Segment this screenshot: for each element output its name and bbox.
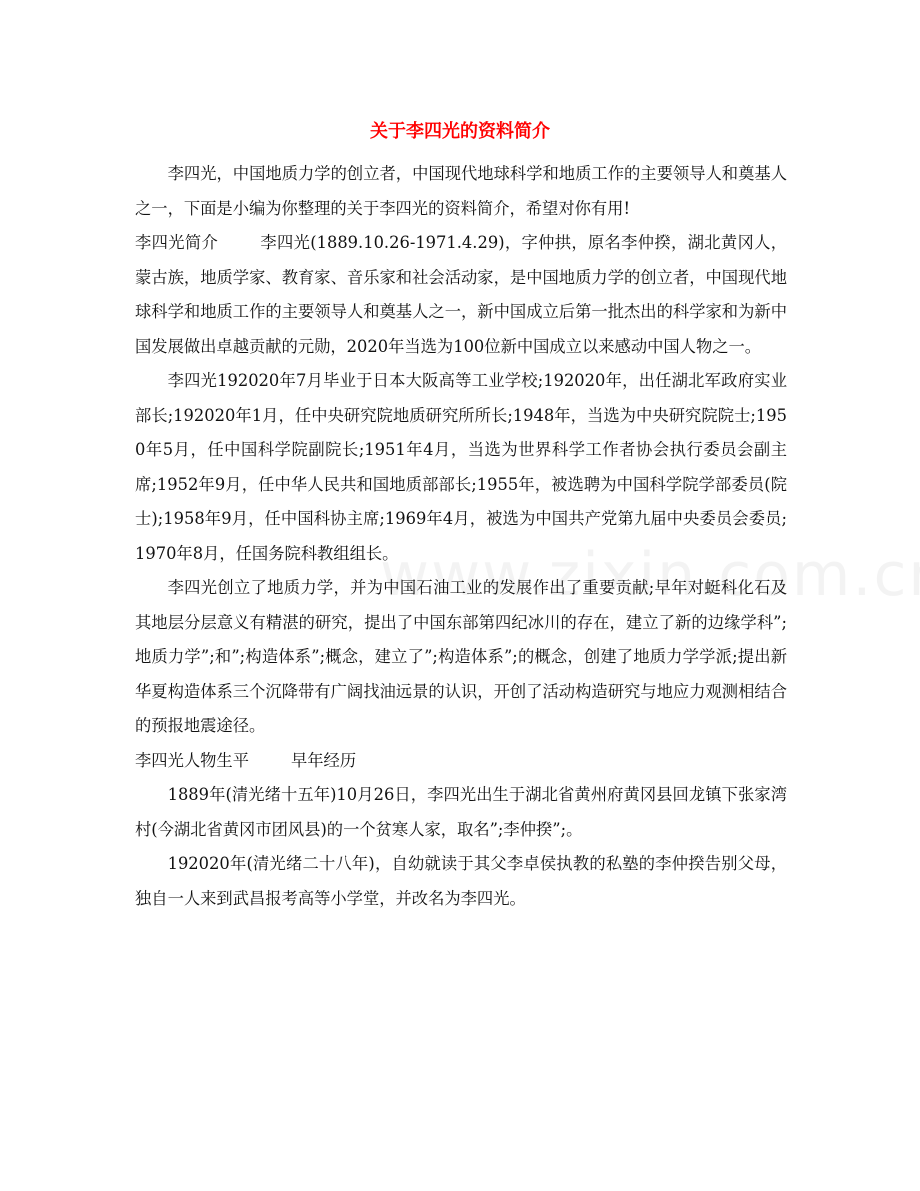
bio-text: 李四光(1889.10.26-1971.4.29)，字仲拱，原名李仲揆，湖北黄冈人，蒙古族，地质学家、教育家、音乐家和社会活动家，是中国地质力学的创立者，中国现代地球科学和地质工作的主要领导人和奠基人之一，新中国成立后第一批杰出的科学家和为新中国发展做出卓越贡献的元勋，2020年当选为100位新中国成立以来感动中国人物之一。 [135,233,787,356]
life-heading-line [135,744,787,779]
contribution-paragraph: 李四光创立了地质力学，并为中国石油工业的发展作出了重要贡献;早年对蜓科化石及其地层分层意义有精湛的研究，提出了中国东部第四纪冰川的存在，建立了新的边缘学科”;地质力学”;和”;构造体系”;概念，建立了”;构造体系”;的概念，创建了地质力学学派;提出新华夏构造体系三个沉降带有广阔找油远景的认识，开创了活动构造研究与地应力观测相结合的预报地震途径。 [135,578,787,735]
school-paragraph: 192020年(清光绪二十八年)，自幼就读于其父李卓侯执教的私塾的李仲揆告别父母，独自一人来到武昌报考高等小学堂，并改名为李四光。 [135,854,787,908]
career-paragraph: 李四光192020年7月毕业于日本大阪高等工业学校;192020年，出任湖北军政府实业部长;192020年1月，任中央研究院地质研究所所长;1948年，当选为中央研究院院士;1950年5月，任中国科学院副院长;1951年4月，当选为世界科学工作者协会执行委员会副主席;1952年9月，任中华人民共和国地质部部长;1955年，被选聘为中国科学院学部委员(院士);1958年9月，任中国科协主席;1969年4月，被选为中国共产党第九届中央委员会委员;1970年8月，任国务院科教组组长。 [135,371,787,563]
section-subheading-early: 早年经历 [290,750,357,770]
section-heading-life: 李四光人物生平 [135,750,249,770]
intro-paragraph: 李四光，中国地质力学的创立者，中国现代地球科学和地质工作的主要领导人和奠基人之一，下面是小编为你整理的关于李四光的资料简介，希望对你有用! [135,164,787,218]
document-title: 关于李四光的资料简介 [370,121,550,142]
birth-paragraph: 1889年(清光绪十五年)10月26日，李四光出生于湖北省黄州府黄冈县回龙镇下张家湾村(今湖北省黄冈市团风县)的一个贫寒人家，取名”;李仲揆”;。 [135,785,787,839]
section-heading-bio: 李四光简介 [135,233,219,252]
document-body [135,157,787,916]
bio-paragraph [135,226,787,364]
